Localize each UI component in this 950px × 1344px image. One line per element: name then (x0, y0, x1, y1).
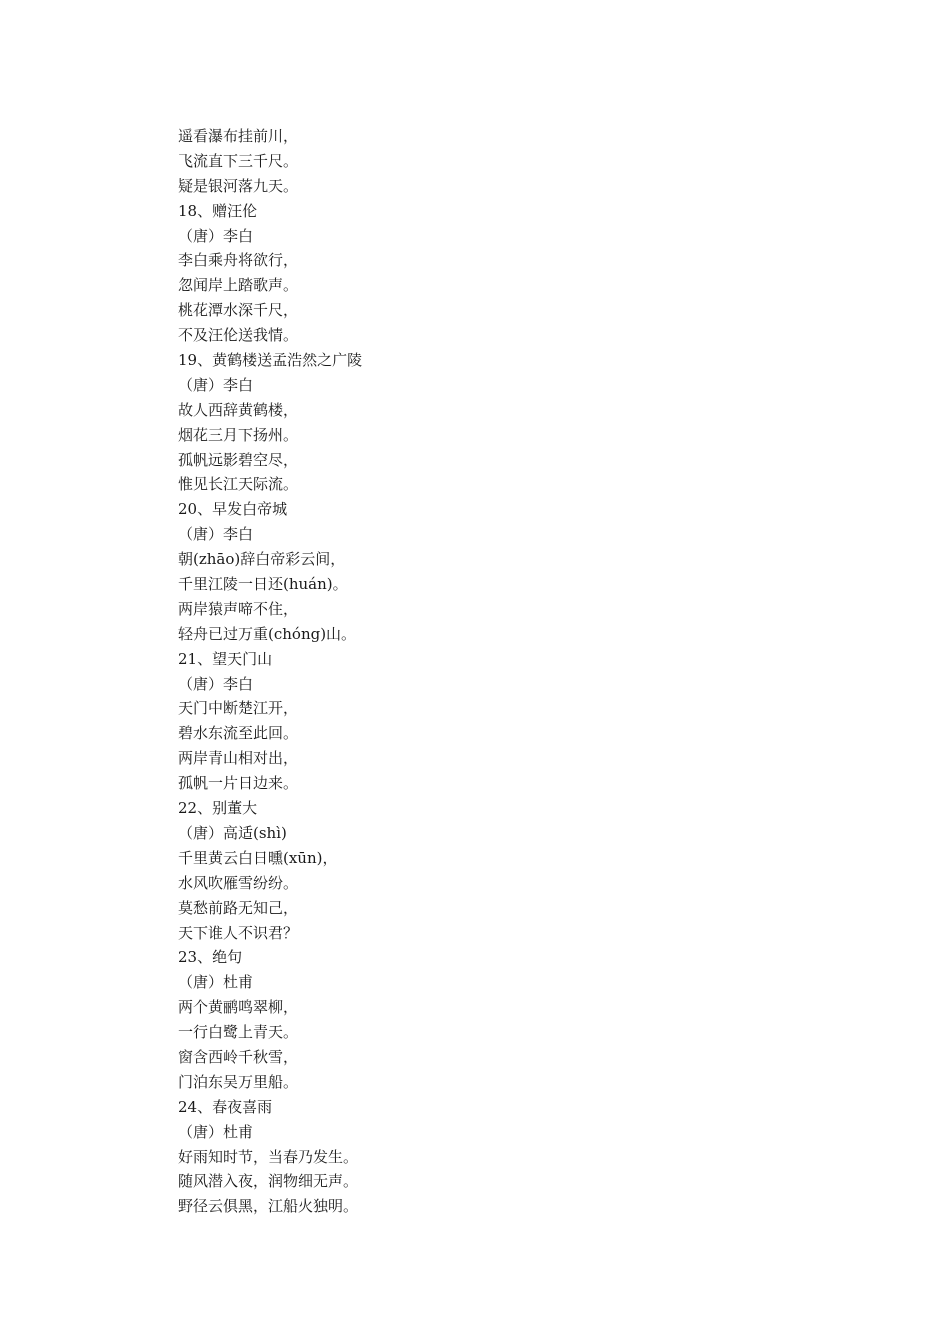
text-line: 忽闻岸上踏歌声。 (178, 276, 299, 295)
text-line: 两岸青山相对出， (178, 749, 299, 768)
text-line: 惟见长江天际流。 (178, 475, 299, 494)
poem-author: （唐）李白 (178, 226, 254, 245)
text-line: 一行白鹭上青天。 (178, 1023, 299, 1042)
poem-author: （唐）李白 (178, 525, 254, 544)
poem-author: （唐）高适(shì) (178, 823, 287, 842)
text-line: 窗含西岭千秋雪， (178, 1047, 299, 1066)
poem-author: （唐）杜甫 (178, 1122, 254, 1141)
text-line: 疑是银河落九天。 (178, 176, 299, 195)
text-line: 遥看瀑布挂前川， (178, 127, 299, 145)
poem-heading: 21、望天门山 (178, 649, 273, 668)
text-line: 朝(zhāo)辞白帝彩云间， (178, 550, 346, 569)
text-line: 两个黄鹂鸣翠柳， (178, 998, 299, 1017)
poem-heading: 20、早发白帝城 (178, 500, 288, 519)
text-line: 烟花三月下扬州。 (178, 425, 299, 444)
text-line: 千里黄云白日曛(xūn)， (178, 848, 338, 867)
poem-heading: 23、绝句 (178, 948, 243, 967)
text-line: 不及汪伦送我情。 (178, 326, 299, 345)
text-line: 天门中断楚江开， (178, 699, 299, 718)
text-line: 莫愁前路无知己， (178, 898, 299, 917)
poem-text-column (178, 124, 778, 1219)
text-line: 桃花潭水深千尺， (178, 301, 299, 320)
text-line: 轻舟已过万重(chóng)山。 (178, 624, 357, 643)
text-line: 飞流直下三千尺。 (178, 151, 299, 170)
text-line: 孤帆一片日边来。 (178, 774, 299, 793)
text-line: 门泊东吴万里船。 (178, 1072, 299, 1091)
poem-author: （唐）李白 (178, 375, 254, 394)
text-line: 孤帆远影碧空尽， (178, 450, 299, 469)
text-line: 天下谁人不识君？ (178, 923, 299, 942)
text-line: 随风潜入夜，润物细无声。 (178, 1172, 359, 1191)
poem-author: （唐）李白 (178, 674, 254, 693)
text-line: 碧水东流至此回。 (178, 724, 299, 743)
text-line: 千里江陵一日还(huán)。 (178, 575, 348, 594)
text-line: 李白乘舟将欲行， (178, 251, 299, 270)
poem-heading: 18、赠汪伦 (178, 201, 258, 220)
text-line: 故人西辞黄鹤楼， (178, 400, 299, 419)
poem-heading: 24、春夜喜雨 (178, 1097, 273, 1116)
poem-author: （唐）杜甫 (178, 973, 254, 992)
text-line: 两岸猿声啼不住， (178, 599, 299, 618)
text-line: 好雨知时节，当春乃发生。 (178, 1147, 359, 1166)
text-line: 水风吹雁雪纷纷。 (178, 873, 299, 892)
text-line: 野径云俱黑，江船火独明。 (178, 1197, 359, 1216)
poem-heading: 22、别董大 (178, 799, 258, 818)
poem-heading: 19、黄鹤楼送孟浩然之广陵 (178, 351, 363, 370)
